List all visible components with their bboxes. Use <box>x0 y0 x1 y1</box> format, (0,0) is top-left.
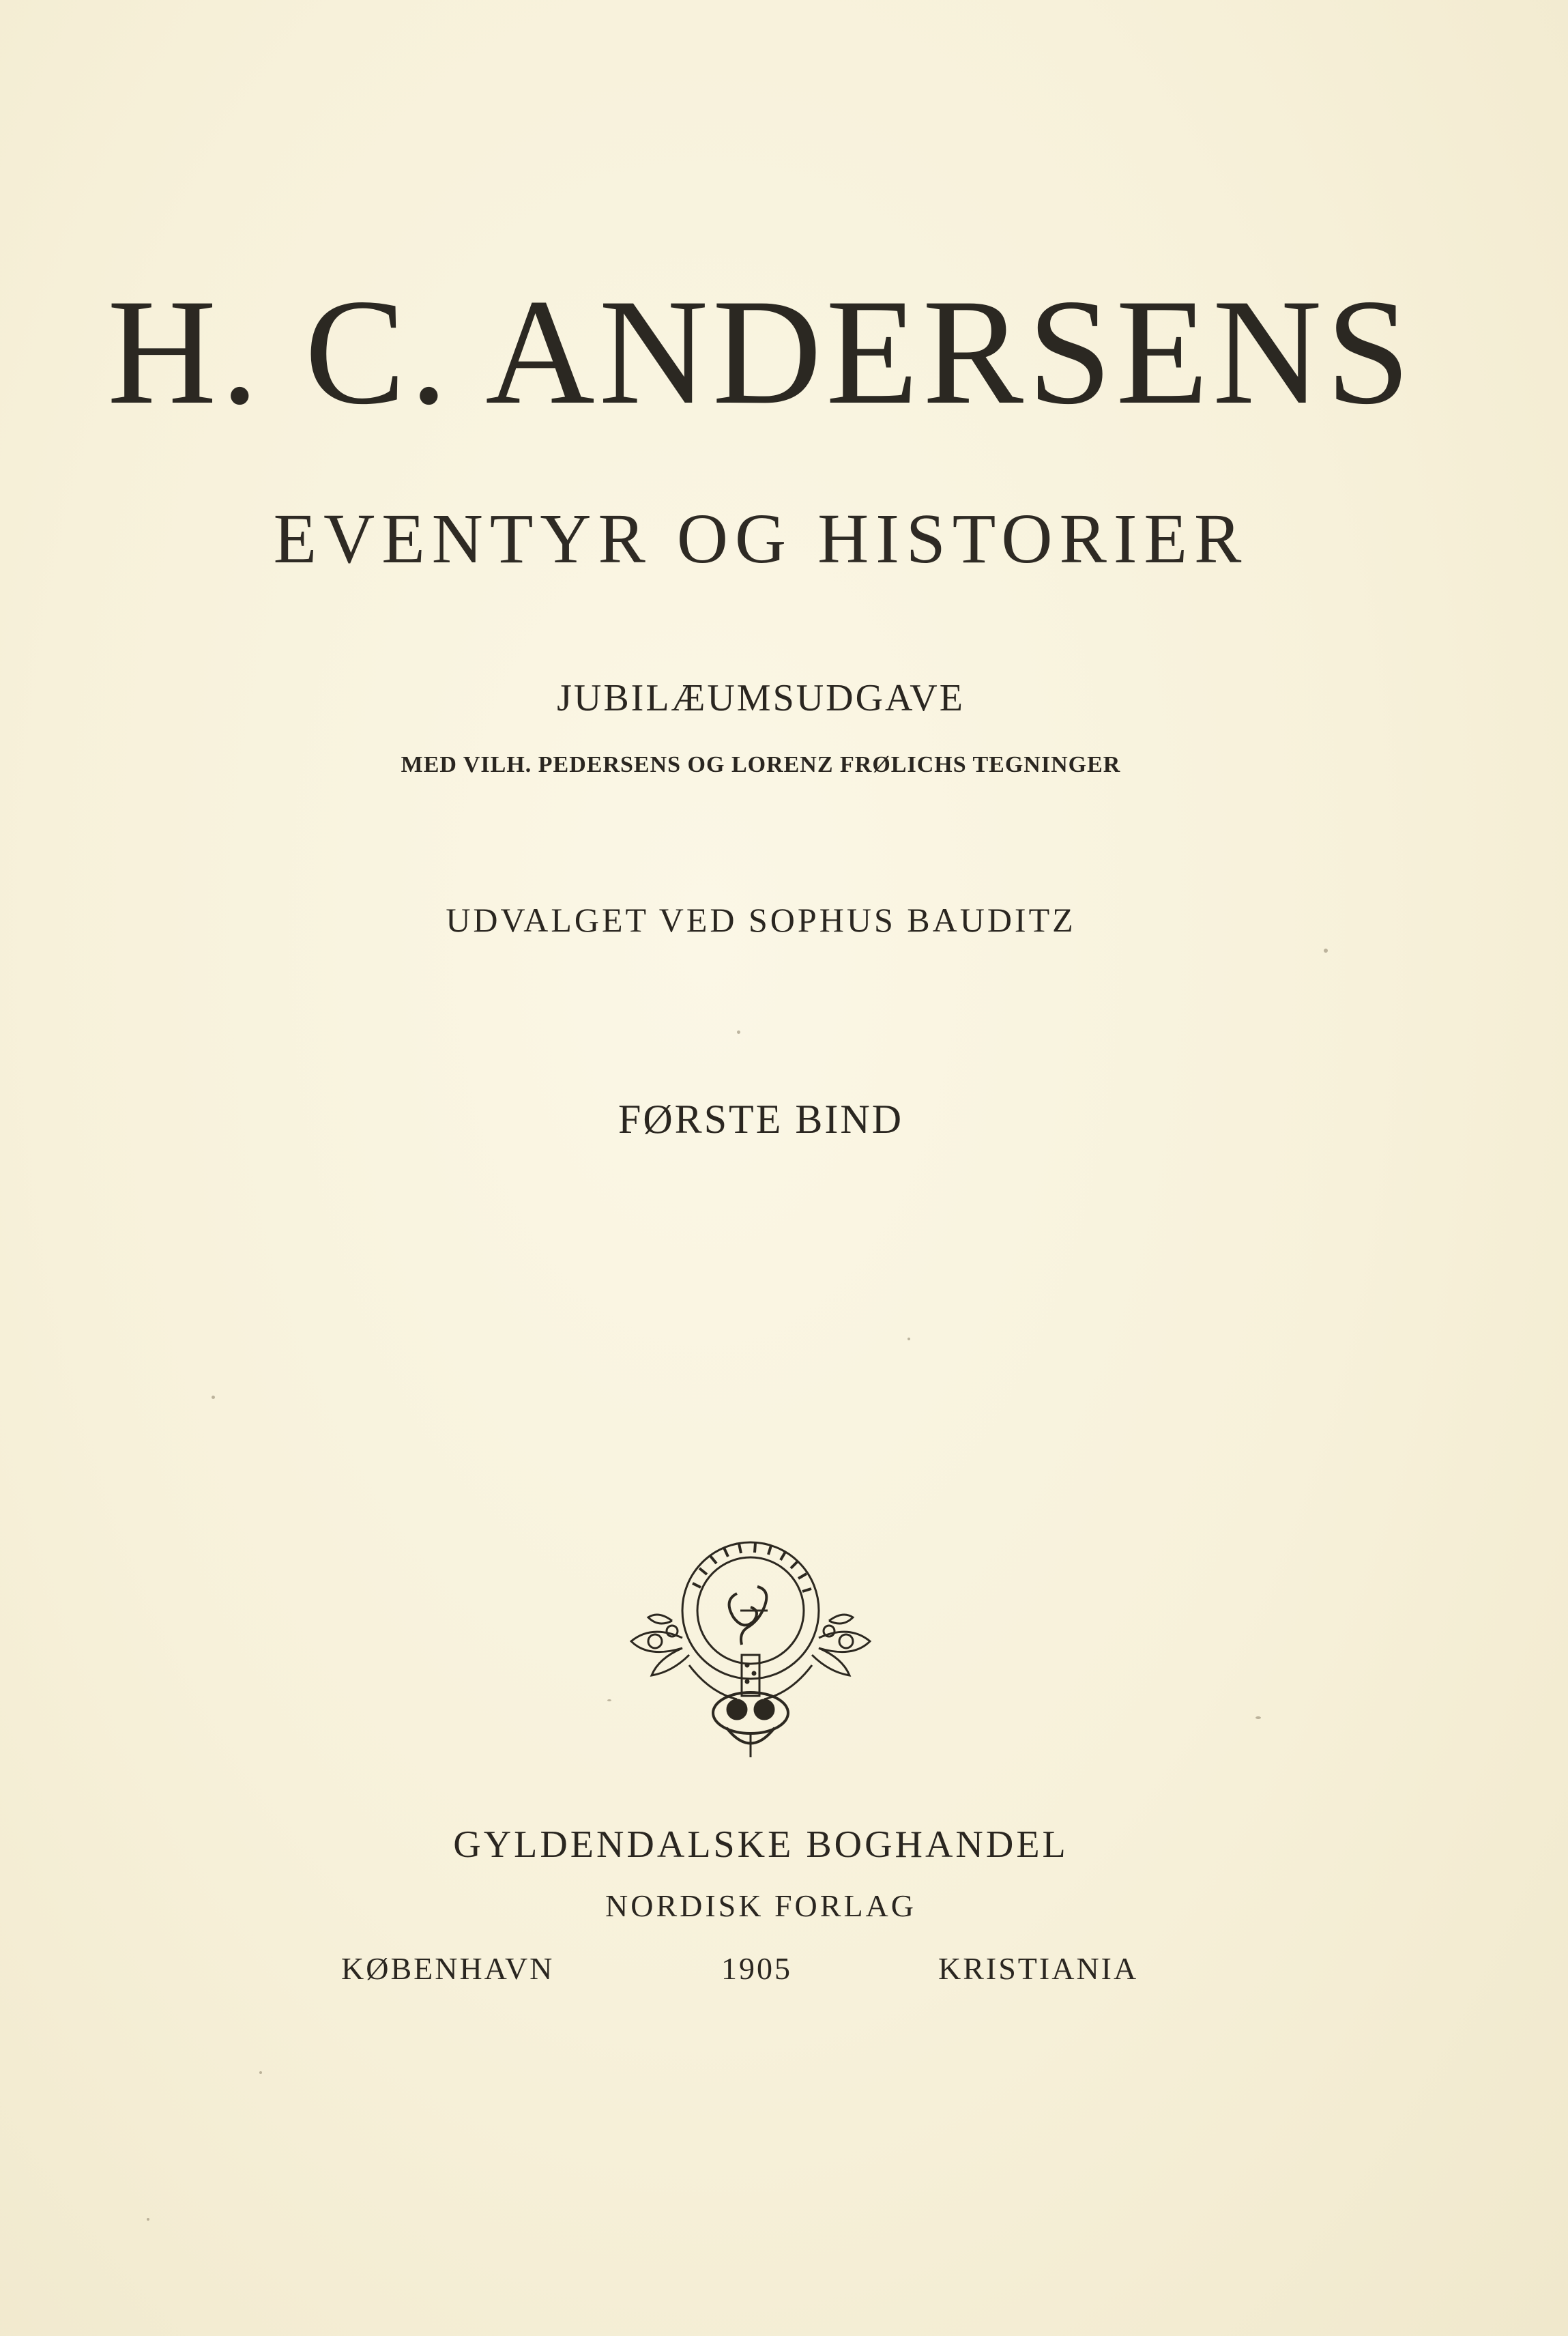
place-left: KØBENHAVN <box>341 1951 555 1986</box>
book-subtitle: EVENTYR OG HISTORIER <box>273 500 1249 578</box>
paper-speck <box>212 1396 215 1399</box>
paper-speck <box>1255 1716 1261 1719</box>
paper-speck <box>1324 949 1328 953</box>
paper-speck <box>147 2218 149 2221</box>
paper-speck <box>607 1699 611 1701</box>
illustrators-line: MED VILH. PEDERSENS OG LORENZ FRØLICHS TEGNINGER <box>401 752 1121 777</box>
paper-speck <box>908 1338 910 1340</box>
paper-speck <box>737 1030 740 1034</box>
book-title: H. C. ANDERSENS <box>107 268 1414 436</box>
edition-label: JUBILÆUMSUDGAVE <box>557 677 965 719</box>
place-right: KRISTIANIA <box>938 1951 1139 1986</box>
imprint-row <box>0 1953 1568 1994</box>
publication-year: 1905 <box>721 1951 792 1986</box>
imprint-name: NORDISK FORLAG <box>605 1888 916 1923</box>
paper-speck <box>259 2071 262 2074</box>
editor-line: UDVALGET VED SOPHUS BAUDITZ <box>446 901 1076 939</box>
volume-label: FØRSTE BIND <box>618 1097 904 1142</box>
publisher-name: GYLDENDALSKE BOGHANDEL <box>453 1823 1069 1866</box>
publisher-emblem-icon <box>624 1529 877 1761</box>
